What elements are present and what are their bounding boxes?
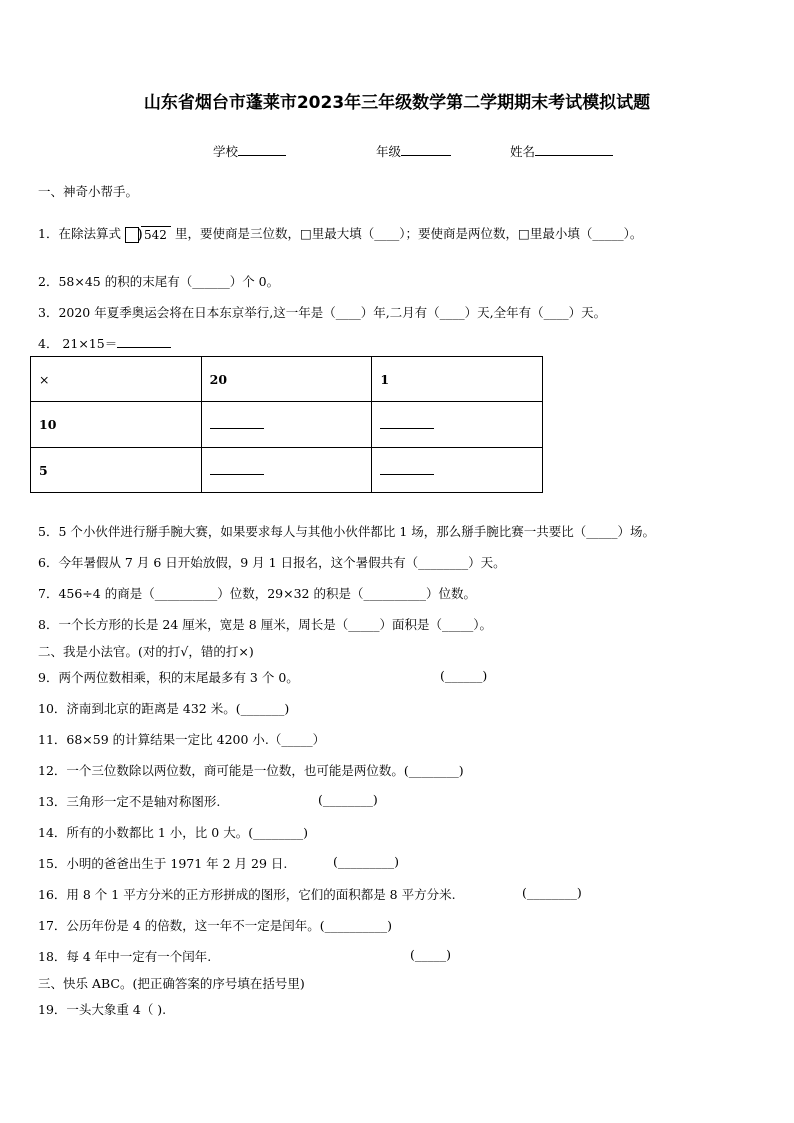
question-16-answer[interactable]: (________)	[522, 885, 582, 900]
question-4-blank[interactable]	[117, 335, 171, 348]
question-11: 11．68×59 的计算结果一定比 4200 小.（_____）	[38, 732, 326, 747]
grade-field[interactable]	[376, 142, 451, 160]
table-row	[31, 402, 543, 448]
table-row-label: 5	[31, 448, 202, 493]
table-header-cell: 1	[372, 357, 543, 402]
question-16: 16．用 8 个 1 平方分米的正方形拼成的图形，它们的面积都是 8 平方分米.	[38, 887, 456, 902]
name-field[interactable]	[510, 142, 613, 160]
school-blank[interactable]	[238, 143, 286, 156]
table-answer-cell[interactable]	[372, 448, 543, 493]
section-1-heading: 一、神奇小帮手。	[38, 184, 139, 199]
question-1-text-b: 里，要使商是三位数，□里最大填（____）；要使商是两位数，□里最小填（_____）。	[174, 226, 643, 241]
question-19: 19．一头大象重 4（ ).	[38, 1002, 167, 1017]
question-18: 18．每 4 年中一定有一个闰年.	[38, 949, 212, 964]
question-4	[38, 334, 171, 352]
multiplication-table	[30, 356, 543, 493]
grade-label: 年级	[376, 144, 402, 159]
question-12: 12．一个三位数除以两位数，商可能是一位数，也可能是两位数。(________)	[38, 763, 464, 778]
question-14: 14．所有的小数都比 1 小，比 0 大。(________)	[38, 825, 308, 840]
question-18-answer[interactable]: (_____)	[410, 947, 452, 962]
grade-blank[interactable]	[401, 143, 451, 156]
section-2-heading: 二、我是小法官。(对的打√，错的打×)	[38, 644, 254, 659]
table-header-cell: ×	[31, 357, 202, 402]
table-row	[31, 448, 543, 493]
question-4-text: 4． 21×15＝	[38, 336, 118, 351]
page-title: 山东省烟台市蓬莱市2023年三年级数学第二学期期末考试模拟试题	[143, 93, 651, 113]
table-answer-cell[interactable]	[372, 402, 543, 448]
question-7: 7．456÷4 的商是（__________）位数，29×32 的积是（__________）位数。	[38, 586, 476, 601]
dividend: 542	[143, 227, 167, 242]
question-15: 15．小明的爸爸出生于 1971 年 2 月 29 日.	[38, 856, 288, 871]
table-answer-cell[interactable]	[201, 448, 372, 493]
question-6: 6．今年暑假从 7 月 6 日开始放假，9 月 1 日报名，这个暑假共有（________）天。	[38, 555, 506, 570]
question-9: 9．两个两位数相乘，积的末尾最多有 3 个 0。	[38, 670, 299, 685]
school-field[interactable]	[213, 142, 286, 160]
question-15-answer[interactable]: (_________)	[333, 854, 400, 869]
question-17: 17．公历年份是 4 的倍数，这一年不一定是闰年。(__________)	[38, 918, 393, 933]
table-header-cell: 20	[201, 357, 372, 402]
division-expression: ) 542	[123, 226, 173, 244]
question-8: 8．一个长方形的长是 24 厘米，宽是 8 厘米，周长是（_____）面积是（_____）。	[38, 617, 492, 632]
question-3: 3．2020 年夏季奥运会将在日本东京举行,这一年是（____）年,二月有（____）天,全年有（____）天。	[38, 305, 607, 320]
question-1	[38, 224, 642, 244]
table-header-row	[31, 357, 543, 402]
name-blank[interactable]	[535, 143, 613, 156]
name-label: 姓名	[510, 144, 536, 159]
question-13-answer[interactable]: (________)	[318, 792, 378, 807]
question-2: 2．58×45 的积的末尾有（______）个 0。	[38, 274, 280, 289]
school-label: 学校	[213, 144, 239, 159]
question-13: 13．三角形一定不是轴对称图形.	[38, 794, 221, 809]
section-3-heading: 三、快乐 ABC。(把正确答案的序号填在括号里)	[38, 976, 305, 991]
question-10: 10．济南到北京的距离是 432 米。(_______)	[38, 701, 290, 716]
table-answer-cell[interactable]	[201, 402, 372, 448]
question-9-answer[interactable]: (______)	[440, 668, 488, 683]
question-1-text-a: 1．在除法算式	[38, 226, 121, 241]
table-row-label: 10	[31, 402, 202, 448]
question-5: 5．5 个小伙伴进行掰手腕大赛，如果要求每人与其他小伙伴都比 1 场，那么掰手腕比赛一共要比（_____）场。	[38, 524, 656, 539]
